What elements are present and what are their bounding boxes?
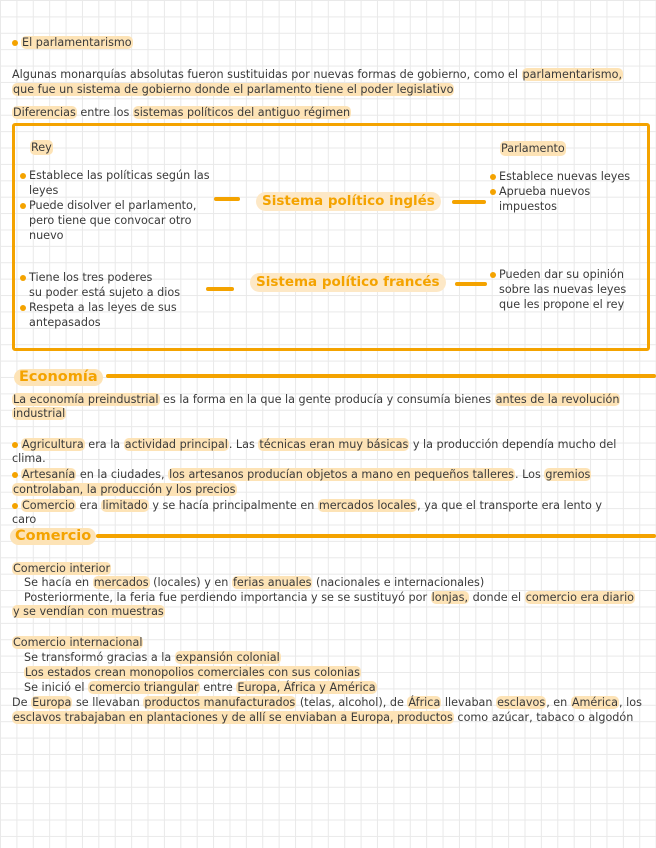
interior-line-2: Posteriormente, la feria fue perdiendo importancia y se se sustituyó por lonjas, donde el comercio era diario [24, 591, 635, 604]
bullet-dot [12, 40, 18, 46]
connector-dash [455, 282, 487, 286]
economia-heading: Economía [14, 369, 103, 386]
internacional-line-3: Se inició el comercio triangular entre Europa, África y América [24, 681, 376, 694]
connector-dash [214, 197, 240, 201]
comercio-rule [96, 534, 656, 538]
parlamento-label: Parlamento [501, 142, 565, 155]
rey-label: Rey [31, 141, 52, 154]
artesania-item-cont: controlaban, la producción y los precios [13, 483, 236, 496]
economia-line-1: La economía preindustrial es la forma en la que la gente producía y consumía bienes antes de la revolución [13, 393, 620, 406]
interior-line-3: y se vendían con muestras [13, 605, 164, 618]
comercio-interior-title: Comercio interior [13, 562, 111, 575]
section-title: El parlamentarismo [12, 35, 133, 50]
economia-line-2: industrial [13, 407, 66, 420]
comercio-internacional-title: Comercio internacional [13, 636, 143, 649]
comercio-heading: Comercio [10, 528, 96, 545]
sistema-frances-label: Sistema político francés [250, 273, 446, 292]
artesania-item: Artesanía en la ciudades, los artesanos producían objetos a mano en pequeños talleres. Los gremios [12, 467, 591, 482]
rey-frances-list: Tiene los tres poderes su poder está sujeto a dios Respeta a las leyes de sus antepasados [20, 270, 180, 330]
connector-dash [206, 287, 234, 291]
rey-ingles-list: Establece las políticas según las leyes Puede disolver el parlamento, pero tiene que convocar otro nuevo [20, 168, 210, 243]
agricultura-item: Agricultura era la actividad principal. Las técnicas eran muy básicas y la producción dependía mucho del [12, 437, 616, 452]
intro-line-2: que fue un sistema de gobierno donde el parlamento tiene el poder legislativo [13, 83, 454, 96]
differences-line: Diferencias entre los sistemas políticos del antiguo régimen [13, 106, 351, 119]
comercio-item: Comercio era limitado y se hacía principalmente en mercados locales, ya que el transporte era lento y [12, 498, 602, 513]
comercio-item-cont: caro [12, 513, 37, 526]
connector-dash [452, 200, 486, 204]
intro-line-1: Algunas monarquías absolutas fueron sustituidas por nuevas formas de gobierno, como el parlamentarismo, [12, 68, 623, 81]
parlamento-ingles-list: Establece nuevas leyes Aprueba nuevos impuestos [490, 169, 630, 214]
internacional-line-4: De Europa se llevaban productos manufacturados (telas, alcohol), de África llevaban esclavos, en América, los [12, 696, 642, 709]
interior-line-1: Se hacía en mercados (locales) y en ferias anuales (nacionales e internacionales) [24, 576, 485, 589]
economia-rule [106, 374, 656, 378]
sistema-ingles-label: Sistema político inglés [256, 192, 441, 211]
internacional-line-2: Los estados crean monopolios comerciales con sus colonias [25, 666, 360, 679]
agricultura-item-cont: clima. [12, 452, 46, 465]
internacional-line-5: esclavos trabajaban en plantaciones y de allí se enviaban a Europa, productos como azúcar, tabaco o algodón [13, 711, 634, 724]
internacional-line-1: Se transformó gracias a la expansión colonial [24, 651, 280, 664]
parlamento-frances-list: Pueden dar su opinión sobre las nuevas leyes que les propone el rey [490, 267, 626, 312]
